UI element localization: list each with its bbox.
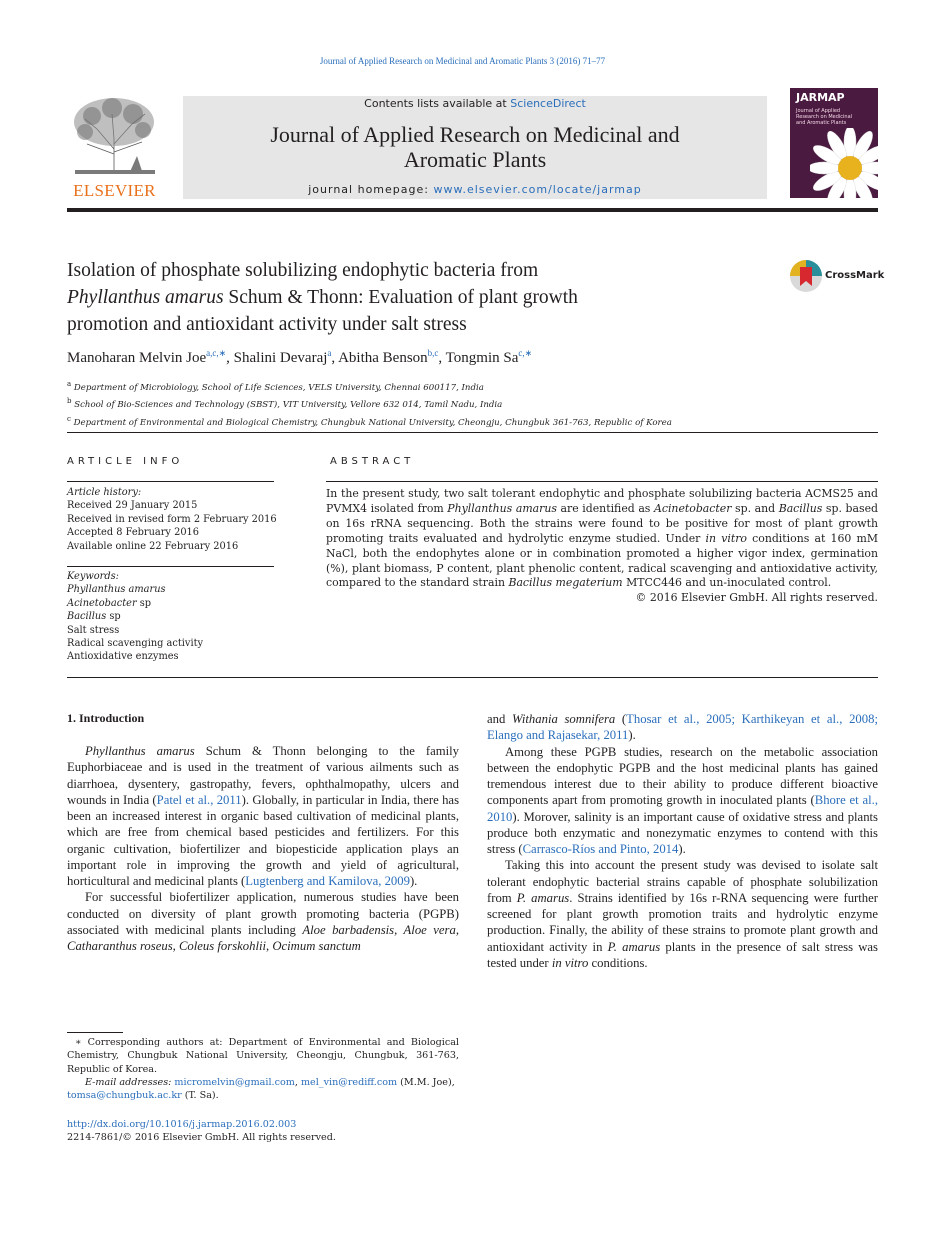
- italic-text: in vitro: [551, 955, 589, 970]
- keyword-italic: Bacillus: [67, 611, 107, 623]
- history-item: Available online 22 February 2016: [67, 540, 239, 552]
- author-affiliation-marks[interactable]: c,∗: [518, 348, 533, 358]
- keyword: [67, 583, 277, 596]
- citation-link[interactable]: Lugtenberg and Kamilova, 2009: [245, 874, 410, 888]
- text-segment: and: [487, 712, 512, 726]
- abstract-segment: MTCC446 and un-inoculated control.: [622, 576, 832, 590]
- author-separator: ,: [438, 350, 446, 366]
- affiliation-text: Department of Environmental and Biological Chemistry, Chungbuk National University, Cheongju, Chungbuk 361-763, Republic of Korea: [70, 417, 672, 428]
- text-segment: Schum & Thonn belonging to the family Euphorbiaceae and is used in the treatment of various ailments such as diarrhoea, dysentery, gastropathy, fevers, ophthalmopathy, ulcers and wounds in India (: [67, 744, 459, 807]
- keyword: [67, 597, 277, 610]
- abstract-italic: in vitro: [705, 531, 747, 545]
- title-line1: Isolation of phosphate solubilizing endophytic bacteria from: [67, 260, 539, 281]
- section-heading: 1. Introduction: [67, 711, 145, 725]
- author-affiliation-marks[interactable]: b,c: [427, 348, 439, 358]
- issn-line: 2214-7861/© 2016 Elsevier GmbH. All rights reserved.: [67, 1132, 336, 1144]
- affiliation-mark: b: [67, 397, 72, 406]
- doi-block: [67, 1118, 336, 1145]
- journal-title: [183, 122, 767, 172]
- contents-line: [183, 97, 767, 110]
- abstract-italic: Phyllanthus amarus: [447, 501, 557, 515]
- email-link[interactable]: micromelvin@gmail.com: [174, 1076, 295, 1088]
- author-list: [67, 348, 867, 367]
- paragraph: [487, 857, 878, 971]
- keyword: [67, 650, 277, 663]
- journal-cover-thumbnail[interactable]: [790, 88, 878, 198]
- keyword-text: Salt stress: [67, 624, 120, 636]
- citation-link[interactable]: Thosar et al., 2005; Karthikeyan et al., 2008; Elango and Rajasekar, 2011: [487, 712, 878, 743]
- affiliation-mark: a: [67, 380, 72, 388]
- history-label: Article history:: [67, 487, 142, 498]
- text-segment: ).: [628, 728, 636, 743]
- email-note: E-mail addresses: micromelvin@gmail.com, mel_vin@rediff.com (M.M. Joe), tomsa@chungbuk.ac.kr (T. Sa).: [67, 1076, 455, 1102]
- header-rule: [67, 208, 878, 212]
- text-segment: Taking this into account the present study was devised to isolate salt tolerant endophytic bacterial strains capable of phosphate solubilization from: [487, 858, 878, 905]
- keyword-text: Radical scavenging activity: [67, 638, 204, 650]
- keyword: [67, 624, 277, 637]
- journal-title-line1: Journal of Applied Research on Medicinal and: [270, 122, 680, 147]
- footnote-rule: [67, 1032, 123, 1033]
- paragraph: [67, 743, 459, 889]
- affiliation-text: School of Bio-Sciences and Technology (SBST), VIT University, Vellore 632 014, Tamil Nadu, India: [71, 400, 503, 411]
- paragraph: [487, 711, 878, 744]
- crossmark-icon[interactable]: [788, 258, 824, 294]
- cover-title: JARMAP: [796, 91, 845, 104]
- footnote: [67, 1036, 459, 1102]
- author-separator: ,: [331, 350, 339, 366]
- text-segment: ).: [678, 842, 686, 856]
- email-label: E-mail addresses:: [85, 1076, 175, 1088]
- crossmark-label[interactable]: CrossMark: [825, 270, 885, 281]
- article-history: [67, 486, 277, 553]
- text-segment: ). Morover, salinity is an important cause of oxidative stress and plants produce both enzymatic and nonezymatic enzymes to contend with this stress (: [487, 809, 878, 856]
- divider: [326, 481, 878, 482]
- divider: [67, 677, 878, 678]
- keywords: [67, 570, 277, 664]
- citation-link[interactable]: Patel et al., 2011: [156, 792, 242, 807]
- body-left-column: [67, 743, 459, 954]
- title-species: Phyllanthus amarus: [67, 287, 224, 308]
- email-owner: (T. Sa).: [181, 1090, 219, 1102]
- keyword-italic: Acinetobacter: [67, 597, 137, 609]
- abstract-segment: conditions at 160 mM NaCl, both the endophytes alone or in combination promoted a higher vigor index, germination (%), plant biomass, P content, plant phenolic content, radical scavenging and antioxidative activity, compared to the standard strain: [326, 531, 878, 590]
- abstract-text: [326, 487, 878, 591]
- citation-link[interactable]: Carrasco-Ríos and Pinto, 2014: [522, 842, 679, 856]
- author-name: Manoharan Melvin Joe: [67, 350, 207, 366]
- affiliation: [67, 413, 887, 430]
- text-segment: plants in the presence of salt stress was tested under: [487, 939, 878, 970]
- text-segment: ).: [409, 874, 418, 888]
- sciencedirect-link[interactable]: ScienceDirect: [510, 97, 586, 110]
- keyword-text: Antioxidative enzymes: [67, 651, 179, 663]
- text-segment: . Strains identified by 16s r-RNA sequencing were further screened for plant growth promotion traits and hydrolytic enzyme production. Finally, the ability of these strains to promote plant growth and antioxidant activity in: [487, 890, 878, 954]
- text-segment: conditions.: [588, 955, 648, 970]
- text-segment: Among these PGPB studies, research on the metabolic association between the endophytic PGPB and the host medicinal plants has gained tremendous interest due to their ability to produce different bioactive components apart from promoting growth in inoculated plants (: [487, 744, 878, 808]
- abstract-italic: Bacillus: [778, 501, 823, 515]
- journal-title-line2: Aromatic Plants: [403, 147, 547, 172]
- doi-link[interactable]: http://dx.doi.org/10.1016/j.jarmap.2016.02.003: [67, 1119, 297, 1130]
- affiliation-mark: c: [67, 414, 71, 423]
- title-line2: Schum & Thonn: Evaluation of plant growth: [223, 287, 578, 308]
- keyword: [67, 610, 277, 623]
- body-right-column: [487, 711, 878, 971]
- paragraph: [67, 889, 459, 954]
- text-segment: (: [615, 712, 627, 726]
- divider: [67, 566, 274, 567]
- cover-subtitle: Journal of Applied Research on Medicinal and Aromatic Plants: [796, 108, 853, 126]
- daisy-flower-icon: [810, 128, 878, 198]
- keywords-label: Keywords:: [67, 571, 119, 582]
- italic-text: Aloe barbadensis, Aloe vera, Catharanthus roseus, Coleus forskohlii, Ocimum sanctum: [67, 922, 459, 953]
- email-link[interactable]: mel_vin@rediff.com: [300, 1076, 398, 1088]
- abstract-label: ABSTRACT: [330, 456, 415, 467]
- elsevier-wordmark: ELSEVIER: [73, 181, 156, 200]
- divider: [67, 481, 274, 482]
- affiliation: [67, 395, 887, 412]
- text-segment: For successful biofertilizer application, numerous studies have been conducted on diversity of plant growth promoting bacteria (PGPB) associated with medicinal plants including: [67, 890, 459, 937]
- abstract-segment: In the present study, two salt tolerant endophytic and phosphate solubilizing bacteria ACMS25 and PVMX4 isolated from: [326, 487, 878, 515]
- running-head[interactable]: Journal of Applied Research on Medicinal and Aromatic Plants 3 (2016) 71–77: [319, 56, 606, 66]
- affiliation: [67, 378, 887, 395]
- abstract-segment: sp. and: [731, 501, 779, 515]
- journal-homepage: [183, 183, 767, 196]
- italic-text: P. amarus: [516, 890, 570, 905]
- paragraph: [487, 744, 878, 858]
- email-link[interactable]: tomsa@chungbuk.ac.kr: [67, 1090, 182, 1102]
- affiliation-text: Department of Microbiology, School of Life Sciences, VELS University, Chennai 600117, India: [71, 382, 484, 393]
- contents-prefix: Contents lists available at: [364, 97, 511, 110]
- keyword-text: sp: [106, 611, 121, 623]
- text-segment: ). Globally, in particular in India, there has been an increased interest in organic based cultivation of medicinal plants, which are free from chemical based pesticides and fertilizers. For this organic cultivation, biofertilizer and biopesticide application plays an important role in improving the growth and yield of agricultural, horticultural and medicinal plants (: [67, 792, 460, 888]
- italic-text: Phyllanthus amarus: [85, 744, 195, 758]
- article-info-label: ARTICLE INFO: [67, 456, 184, 467]
- history-item: Received 29 January 2015: [67, 500, 198, 512]
- author-name: Shalini Devaraj: [233, 350, 328, 366]
- corresponding-note: ∗ Corresponding authors at: Department of Environmental and Biological Chemistry, Chungbuk National University, Cheongju, Chungbuk, 361-763, Republic of Korea.: [67, 1037, 459, 1075]
- keyword-italic: Phyllanthus amarus: [67, 584, 166, 596]
- citation-link[interactable]: Bhore et al., 2010: [487, 793, 878, 824]
- author-name: Abitha Benson: [338, 350, 428, 366]
- italic-text: Withania somnifera: [512, 712, 616, 726]
- abstract-segment: are identified as: [556, 501, 654, 515]
- title-line3: promotion and antioxidant activity under salt stress: [67, 314, 467, 335]
- abstract-copyright: © 2016 Elsevier GmbH. All rights reserved.: [635, 591, 878, 604]
- affiliations: [67, 378, 887, 430]
- abstract-italic: Bacillus megaterium: [508, 576, 623, 590]
- history-item: Received in revised form 2 February 2016: [67, 513, 277, 525]
- author-separator: ,: [226, 350, 234, 366]
- author-name: Tongmin Sa: [445, 350, 519, 366]
- divider: [67, 432, 878, 433]
- email-owner: (M.M. Joe),: [397, 1076, 455, 1088]
- keyword-text: sp: [136, 597, 152, 609]
- history-item: Accepted 8 February 2016: [67, 527, 200, 539]
- abstract-italic: Acinetobacter: [653, 501, 732, 515]
- abstract-segment: sp. based on 16s rRNA sequencing. Both the strains were found to be positive for most of plant growth promoting traits evaluated and hydrolytic enzyme studied. Under: [326, 501, 879, 545]
- article-title: [67, 257, 767, 338]
- keyword: [67, 637, 277, 650]
- homepage-link[interactable]: www.elsevier.com/locate/jarmap: [433, 183, 642, 196]
- italic-text: P. amarus: [607, 939, 661, 954]
- homepage-prefix: journal homepage:: [308, 183, 434, 196]
- author-affiliation-marks[interactable]: a: [327, 348, 332, 358]
- author-affiliation-marks[interactable]: a,c,∗: [206, 348, 227, 358]
